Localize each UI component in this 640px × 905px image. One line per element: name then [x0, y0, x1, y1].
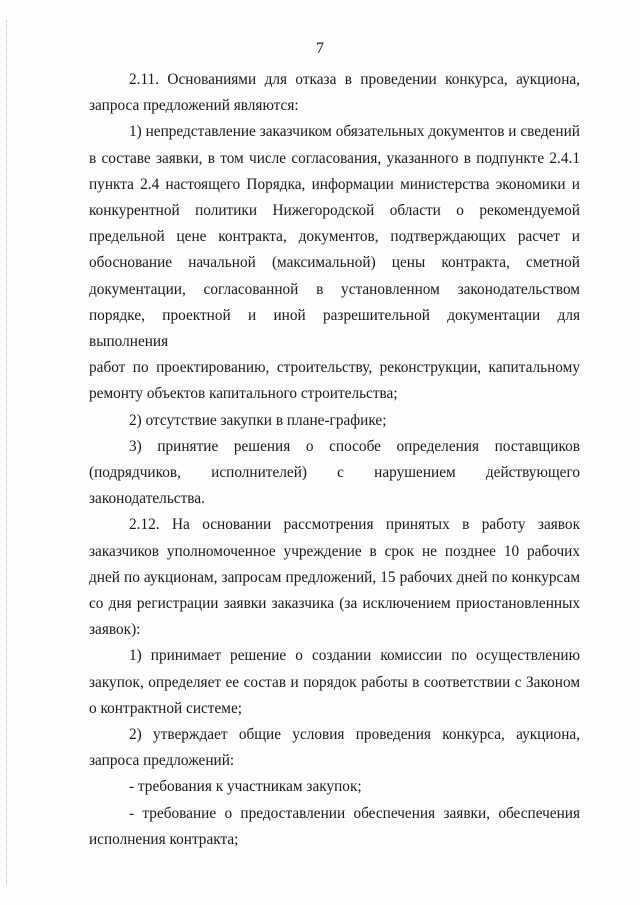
text-line: 1) принимает решение о создании комиссии по осуществлению — [129, 647, 580, 665]
text-line: 2) отсутствие закупки в плане-графике; — [129, 411, 387, 429]
text-line: работ по проектированию, строительству, реконструкции, капитальному — [89, 359, 580, 377]
text-line: со дня регистрации заявки заказчика (за исключением приостановленных — [89, 595, 580, 613]
text-line: о контрактной системе; — [89, 699, 242, 717]
document-body — [89, 67, 580, 853]
text-line: заявок): — [89, 621, 141, 639]
text-line: 2.11. Основаниями для отказа в проведении конкурса, аукциона, — [129, 71, 580, 88]
text-line: в составе заявки, в том числе согласования, указанного в подпункте 2.4.1 — [89, 149, 580, 167]
text-line: порядке, проектной и иной разрешительной документации для выполнения — [89, 306, 580, 351]
page-number: 7 — [316, 40, 324, 57]
text-line: ремонту объектов капитального строительства; — [89, 385, 398, 403]
text-line: - требования к участникам закупок; — [129, 778, 362, 796]
text-line: пункта 2.4 настоящего Порядка, информации министерства экономики и — [89, 175, 580, 193]
text-line: обоснование начальной (максимальной) цены контракта, сметной — [89, 254, 580, 272]
text-line: исполнения контракта; — [89, 830, 239, 848]
text-line: - требование о предоставлении обеспечения заявки, обеспечения — [129, 804, 580, 822]
scan-edge-line — [6, 20, 8, 885]
text-line: 1) непредставление заказчиком обязательных документов и сведений — [129, 123, 580, 141]
text-line: закупок, определяет ее состав и порядок работы в соответствии с Законом — [89, 673, 580, 691]
text-line: законодательства. — [89, 490, 205, 508]
text-line: конкурентной политики Нижегородской области о рекомендуемой — [89, 202, 580, 220]
text-line: заказчиков уполномоченное учреждение в срок не позднее 10 рабочих — [89, 542, 580, 560]
text-line: 2.12. На основании рассмотрения принятых в работу заявок — [129, 516, 580, 534]
text-line: документации, согласованной в установленном законодательством — [89, 280, 580, 298]
text-line: предельной цене контракта, документов, подтверждающих расчет и — [89, 228, 580, 246]
text-line: (подрядчиков, исполнителей) с нарушением действующего — [89, 464, 580, 482]
text-line: 2) утверждает общие условия проведения конкурса, аукциона, — [129, 726, 580, 744]
text-line: запроса предложений являются: — [89, 97, 299, 115]
text-line: дней по аукционам, запросам предложений, 15 рабочих дней по конкурсам — [89, 568, 580, 586]
text-line: запроса предложений: — [89, 752, 235, 770]
text-line: 3) принятие решения о способе определения поставщиков — [129, 437, 580, 455]
